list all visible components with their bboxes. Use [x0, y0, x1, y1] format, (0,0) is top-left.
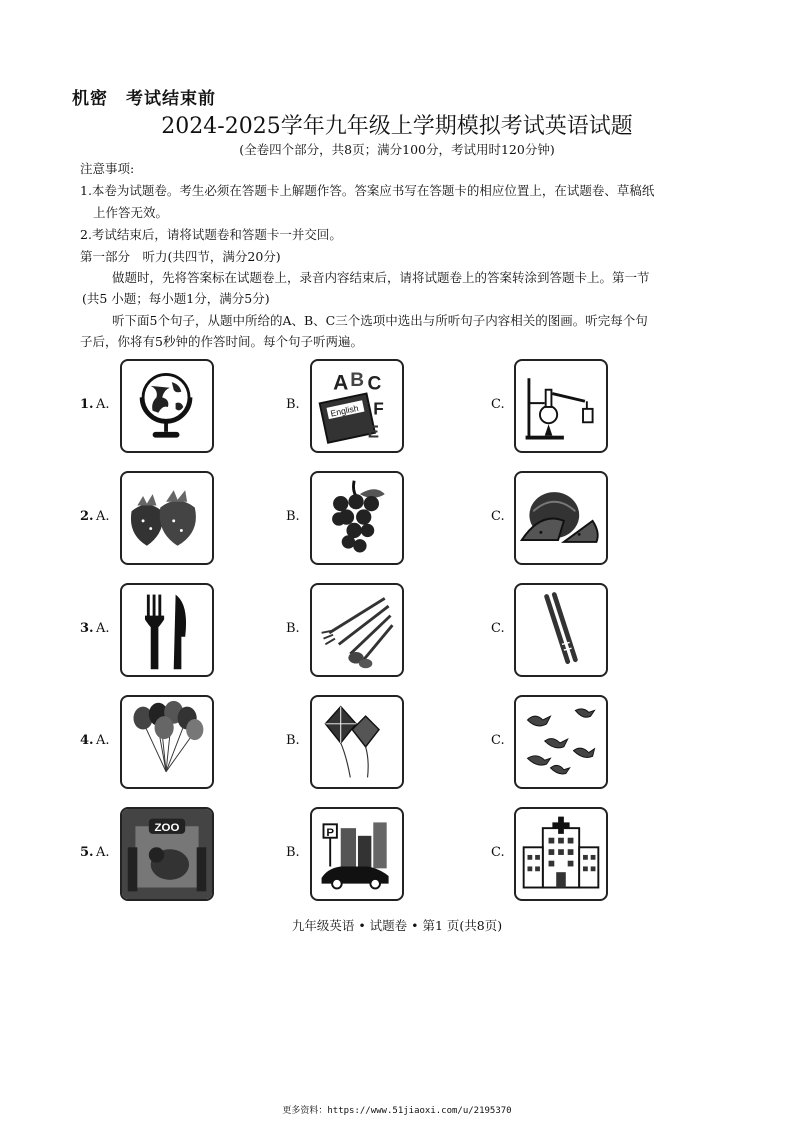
- lab-equipment-icon[interactable]: [514, 359, 608, 453]
- svg-text:C: C: [367, 373, 382, 395]
- notes-heading: 注意事项:: [80, 161, 135, 176]
- zoo-label: ZOO: [154, 822, 180, 835]
- section1-instructions-cont: 子后，你将有5秒钟的作答时间。每个句子听两遍。: [80, 334, 363, 349]
- option-label-a: A.: [96, 733, 110, 748]
- question-number: 1.: [80, 397, 94, 412]
- option-label-a: A.: [96, 509, 110, 524]
- note-item-1-cont: 上作答无效。: [93, 205, 169, 220]
- svg-text:B: B: [350, 369, 365, 391]
- part1-intro: 做题时，先将答案标在试题卷上，录音内容结束后，请将试题卷上的答案转涂到答题卡上。第一节: [112, 270, 650, 285]
- option-label-b: B.: [286, 509, 300, 524]
- option-label-a: A.: [96, 845, 110, 860]
- svg-text:A: A: [333, 371, 349, 395]
- zoo-icon[interactable]: [120, 807, 214, 901]
- globe-icon[interactable]: [120, 359, 214, 453]
- option-label-b: B.: [286, 845, 300, 860]
- strawberries-icon[interactable]: [120, 471, 214, 565]
- section1-instructions: 听下面5个句子，从题中所给的A、B、C三个选项中选出与所听句子内容相关的图画。听完每个句: [112, 313, 648, 328]
- svg-text:F: F: [373, 398, 384, 419]
- book-label: English: [329, 402, 360, 419]
- question-number: 2.: [80, 509, 94, 524]
- note-item-2: 2.考试结束后，请将试题卷和答题卡一并交回。: [80, 227, 342, 242]
- kites-icon[interactable]: [310, 695, 404, 789]
- svg-text:E: E: [367, 421, 380, 442]
- part1-heading: 第一部分 听力(共四节，满分20分): [80, 249, 281, 264]
- option-label-b: B.: [286, 733, 300, 748]
- option-label-b: B.: [286, 621, 300, 636]
- option-label-c: C.: [491, 845, 505, 860]
- exam-subtitle: (全卷四个部分，共8页；满分100分，考试用时120分钟): [239, 142, 555, 157]
- note-item-1: 1.本卷为试题卷。考生必须在答题卡上解题作答。答案应书写在答题卡的相应位置上，在试题卷、草稿纸: [80, 183, 655, 198]
- option-label-a: A.: [96, 397, 110, 412]
- hospital-icon[interactable]: [514, 807, 608, 901]
- fork-knife-icon[interactable]: [120, 583, 214, 677]
- birds-icon[interactable]: [514, 695, 608, 789]
- watermelon-icon[interactable]: [514, 471, 608, 565]
- page-footer: 九年级英语 • 试题卷 • 第1 页(共8页): [291, 918, 503, 933]
- cutlery-set-icon[interactable]: [310, 583, 404, 677]
- option-label-b: B.: [286, 397, 300, 412]
- balloons-icon[interactable]: [120, 695, 214, 789]
- option-label-c: C.: [491, 509, 505, 524]
- chopsticks-icon[interactable]: [514, 583, 608, 677]
- exam-title: 2024-2025学年九年级上学期模拟考试英语试题: [161, 114, 633, 139]
- resource-link[interactable]: 更多资料：https://www.51jiaoxi.com/u/2195370: [282, 1106, 512, 1116]
- confidential-label: 机密 考试结束前: [72, 89, 216, 109]
- grapes-icon[interactable]: [310, 471, 404, 565]
- option-label-a: A.: [96, 621, 110, 636]
- parking-label: P: [326, 826, 335, 839]
- question-number: 5.: [80, 845, 94, 860]
- option-label-c: C.: [491, 733, 505, 748]
- option-label-c: C.: [491, 621, 505, 636]
- option-label-c: C.: [491, 397, 505, 412]
- parking-city-icon[interactable]: [310, 807, 404, 901]
- question-number: 4.: [80, 733, 94, 748]
- english-book-icon[interactable]: [310, 359, 404, 453]
- part1-intro-cont: (共5 小题；每小题1分，满分5分): [82, 291, 270, 306]
- question-number: 3.: [80, 621, 94, 636]
